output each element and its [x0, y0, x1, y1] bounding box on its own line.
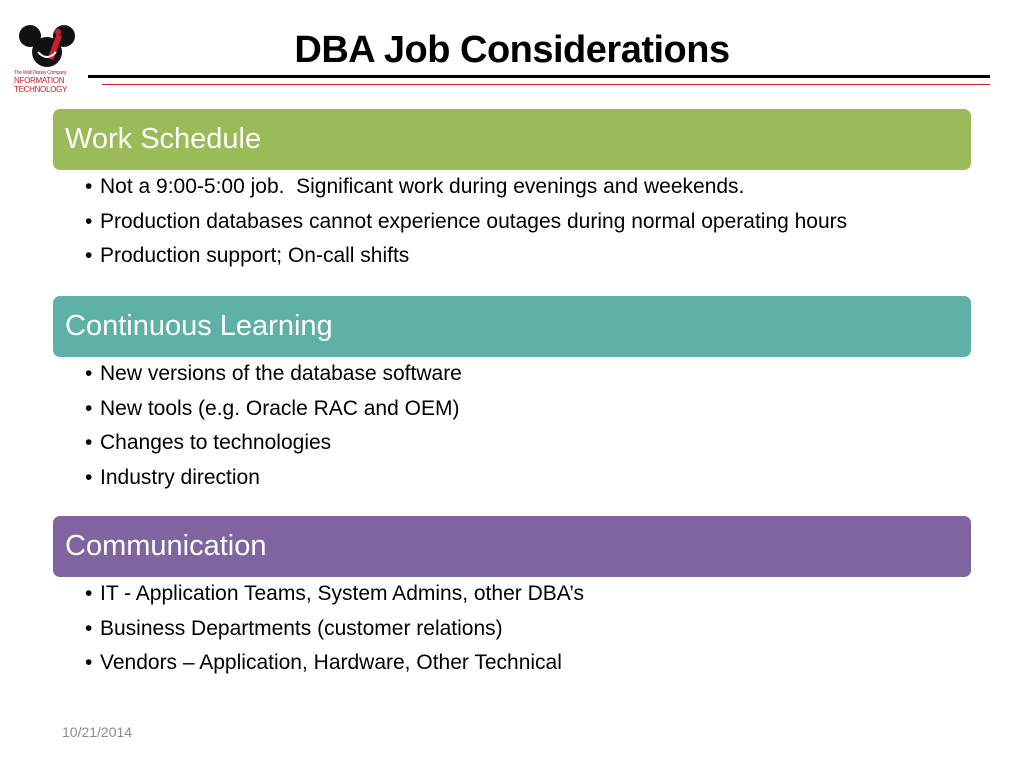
bullet-text: Production support; On-call shifts [100, 244, 410, 267]
bullet-text: New tools (e.g. Oracle RAC and OEM) [100, 396, 460, 420]
bullet-text: Vendors – Application, Hardware, Other Technical [100, 651, 562, 674]
footer-date: 10/21/2014 [62, 724, 133, 740]
section-header-communication: Communication [53, 516, 971, 577]
list-item: • Not a 9:00-5:00 job. Significant work during evenings and weekends. [85, 175, 745, 198]
bullet-list-continuous-learning [85, 357, 985, 495]
list-item: • Business Departments (customer relations) [85, 616, 503, 640]
bullet-list-work-schedule [85, 170, 985, 274]
logo-information-text: NFORMATION [14, 76, 65, 85]
list-item: • Vendors – Application, Hardware, Other Technical [85, 651, 562, 674]
list-item: • New versions of the database software [85, 362, 462, 385]
bullet-text: Changes to technologies [100, 431, 332, 454]
list-item: • Production support; On-call shifts [85, 244, 410, 267]
bullet-text: New versions of the database software [100, 362, 462, 385]
list-item: • Changes to technologies [85, 431, 332, 454]
section-header-work-schedule: Work Schedule [53, 109, 971, 170]
title-divider-red [102, 84, 990, 85]
slide-title: DBA Job Considerations [294, 29, 730, 71]
logo-technology-text: TECHNOLOGY [14, 85, 68, 94]
bullet-text: Business Departments (customer relations) [100, 616, 503, 640]
title-divider-black [88, 75, 990, 78]
list-item: • IT - Application Teams, System Admins, other DBA’s [85, 582, 584, 605]
bullet-text: Industry direction [100, 465, 260, 489]
list-item: • New tools (e.g. Oracle RAC and OEM) [85, 396, 460, 420]
list-item: • Industry direction [85, 465, 260, 489]
section-header-continuous-learning: Continuous Learning [53, 296, 971, 357]
bullet-text: Production databases cannot experience outages during normal operating hours [100, 209, 848, 233]
bullet-text: Not a 9:00-5:00 job. Significant work during evenings and weekends. [100, 175, 745, 198]
bullet-text: IT - Application Teams, System Admins, other DBA’s [100, 582, 584, 605]
logo-company-text: The Walt Disney Company [14, 70, 67, 76]
bullet-list-communication [85, 577, 985, 681]
list-item: • Production databases cannot experience outages during normal operating hours [85, 209, 848, 233]
